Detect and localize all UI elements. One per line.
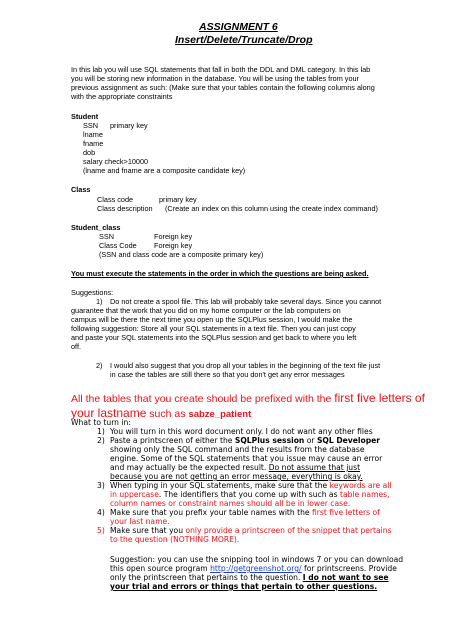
turn-in-underlined: because you are not getting an error message, everything is okay. [110, 472, 363, 481]
class-description-note: (Create an index on this column using the create index command) [165, 204, 378, 213]
intro-line: with the appropriate constraints [71, 92, 173, 101]
turn-in-emphasis: SQLPlus session [234, 436, 305, 445]
turn-in-red-text: keywords are all [329, 481, 392, 490]
turn-in-item [110, 482, 392, 490]
student-class-ssn: SSN [99, 232, 115, 241]
student-class-ssn-key: Foreign key [154, 232, 193, 241]
suggestion-line: following suggestion: Store all your SQL statements in a text file. Then you can just copy [71, 324, 356, 333]
turn-in-item [110, 464, 360, 472]
closing-text: this open source program [110, 564, 211, 573]
turn-in-red-text: table names, [339, 490, 390, 499]
turn-in-item: showing only the SQL command and the results from the database [110, 445, 365, 454]
closing-emphasis: I do not want to see [302, 573, 389, 582]
class-description: Class description [97, 204, 153, 213]
prefix-text: All the tables that you create should be prefixed with the [71, 393, 335, 405]
suggestion-line: off. [71, 342, 82, 351]
closing-line [110, 565, 397, 573]
suggestion-line: campus will be there the next time you open up the SQLPlus session, I would make the [71, 315, 353, 324]
greenshot-link[interactable]: http://getgreenshot.org/ [210, 564, 302, 573]
turn-in-item [110, 491, 390, 499]
turn-in-underlined: Do not assume that just [268, 463, 361, 472]
turn-in-heading: What to turn in: [71, 418, 131, 427]
closing-text: for printscreens. Provide [301, 564, 397, 573]
class-code: Class code [97, 195, 134, 204]
turn-in-number: 4) [97, 508, 105, 517]
turn-in-item: engine. Some of the SQL statements that you issue may cause an error [110, 454, 383, 463]
turn-in-text: or [304, 436, 317, 445]
suggestion-line: in case the tables are still there so that you don't get any error messages [110, 370, 345, 379]
turn-in-number: 2) [97, 436, 105, 445]
turn-in-text: Make sure that you prefix your table names with the [110, 508, 313, 517]
turn-in-item [110, 509, 380, 517]
turn-in-text: and may actually be the expected result. [110, 463, 269, 472]
turn-in-red-text: your last name. [110, 517, 170, 526]
order-notice: You must execute the statements in the order in which the questions are being asked. [71, 269, 369, 278]
turn-in-red-text: to the question (NOTHING MORE). [110, 535, 240, 544]
student-note: (lname and fname are a composite candidate key) [83, 166, 246, 175]
turn-in-text: Paste a printscreen of either the [110, 436, 235, 445]
closing-text: only the printscreen that pertains to the question. [110, 573, 303, 582]
turn-in-text: . The identifiers that you come up with such as [158, 490, 340, 499]
turn-in-red-text: column names or constraint names should all be in lower case. [110, 499, 351, 508]
student-ssn: SSN [83, 121, 99, 130]
intro-line: In this lab you will use SQL statements that fall in both the DDL and DML category. In this lab [71, 65, 371, 74]
prefix-notice-line-1 [71, 392, 425, 405]
turn-in-text: When typing in your SQL statements, make sure that the [110, 481, 330, 490]
title-line-2: Insert/Delete/Truncate/Drop [175, 34, 313, 46]
turn-in-red-text: in uppercase [110, 490, 159, 499]
intro-line: previous assignment as such: (Make sure that your tables contain the following columns along [71, 83, 375, 92]
turn-in-emphasis: SQL Developer [316, 436, 381, 445]
closing-line [110, 574, 389, 582]
title-line-1: ASSIGNMENT 6 [199, 21, 278, 33]
suggestion-line: I would also suggest that you drop all your tables in the beginning of the text file just [110, 361, 381, 370]
student-field: salary check>10000 [83, 157, 149, 166]
prefix-example: sabze_patient [188, 409, 252, 420]
closing-emphasis: your trial and errors or things that pertain to other questions. [110, 582, 378, 591]
turn-in-item [110, 437, 380, 445]
prefix-text: such as [146, 408, 189, 420]
student-field: dob [83, 148, 96, 157]
turn-in-item [110, 527, 392, 535]
suggestion-number: 2) [96, 361, 103, 370]
student-class-code: Class Code [99, 241, 137, 250]
suggestion-number: 1) [96, 297, 103, 306]
student-class-note: (SSN and class code are a composite primary key) [99, 250, 264, 259]
suggestion-line: guarantee that the work that you did on my home computer or the lab computers on [71, 306, 341, 315]
student-class-heading: Student_class [71, 223, 121, 232]
intro-line: you will be storing new information in the database. You will be using the tables from your [71, 74, 359, 83]
prefix-emphasis: your lastname [71, 406, 147, 420]
turn-in-text: Make sure that you [110, 526, 186, 535]
student-class-code-key: Foreign key [154, 241, 193, 250]
turn-in-number: 3) [97, 481, 105, 490]
prefix-emphasis: first five letters of [334, 391, 425, 405]
suggestions-heading: Suggestions: [71, 288, 114, 297]
suggestion-line: and paste your SQL statements into the SQLPlus session and get back to where you left [71, 333, 357, 342]
turn-in-red-text: only provide a printscreen of the snippet that pertains [185, 526, 392, 535]
student-heading: Student [71, 112, 99, 121]
turn-in-red-text: first five letters of [312, 508, 380, 517]
student-field: lname [83, 130, 103, 139]
closing-line: Suggestion: you can use the snipping tool in windows 7 or you can download [110, 555, 404, 564]
suggestion-line: Do not create a spool file. This lab will probably take several days. Since you cannot [110, 297, 382, 306]
student-ssn-key: primary key [110, 121, 148, 130]
student-field: fname [83, 139, 104, 148]
class-code-key: primary key [159, 195, 197, 204]
class-heading: Class [71, 185, 91, 194]
turn-in-number: 5) [97, 526, 105, 535]
turn-in-item: You will turn in this word document only. I do not want any other files [110, 427, 373, 436]
turn-in-number: 1) [97, 427, 105, 436]
